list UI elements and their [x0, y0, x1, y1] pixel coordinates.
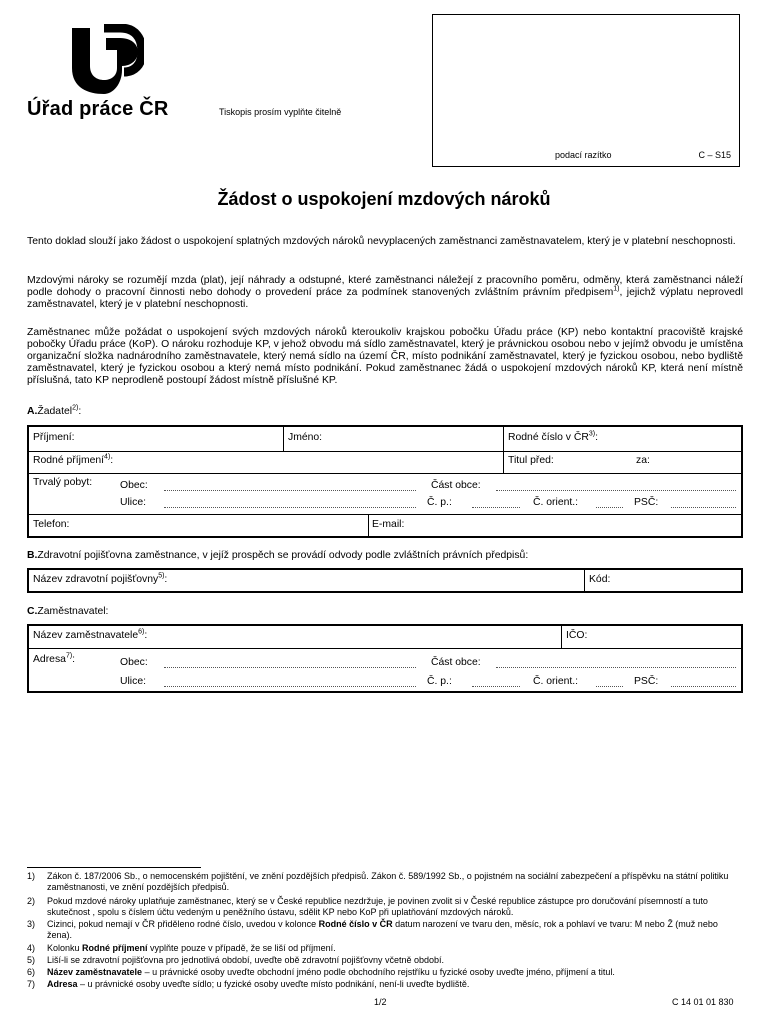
- insurer-name-field[interactable]: [189, 571, 579, 590]
- house-number-field[interactable]: [472, 507, 520, 508]
- footnote-4: 4) Kolonku Rodné příjmení vyplňte pouze v případě, že se liší od příjmení.: [27, 943, 336, 953]
- employer-address-label: Adresa$^{7)}$:: [33, 652, 76, 665]
- employer-name-label: Název zaměstnavatele$^{6)}$:: [33, 628, 148, 641]
- fill-hint: Tiskopis prosím vyplňte čitelně: [219, 107, 342, 117]
- footnote-7: 7) Adresa – u právnické osoby uveďte sídlo; u fyzické osoby uveďte místo podnikání, není-li uveďte bydliště.: [27, 979, 470, 989]
- page-number: 1/2: [374, 997, 387, 1007]
- section-b-heading: B.Zdravotní pojišťovna zaměstnance, v jejíž prospěch se provádí odvody podle zvláštních právních předpisů:: [27, 550, 529, 561]
- employer-street-field[interactable]: [164, 686, 416, 687]
- email-label: E-mail:: [372, 519, 405, 530]
- title-before-field[interactable]: [564, 452, 634, 472]
- employer-municipality-part-field[interactable]: [496, 667, 736, 668]
- insurer-code-field[interactable]: [614, 571, 738, 590]
- stamp-box: [432, 14, 740, 167]
- employer-postal-code-label: PSČ:: [634, 676, 659, 687]
- urad-prace-logo: [64, 24, 144, 96]
- birth-surname-field[interactable]: [129, 452, 499, 472]
- organization-name: Úřad práce ČR: [27, 98, 169, 120]
- employer-name-field[interactable]: [169, 627, 557, 646]
- municipality-field[interactable]: [164, 490, 416, 491]
- insurer-code-label: Kód:: [589, 574, 611, 585]
- surname-field[interactable]: [104, 429, 279, 449]
- insurer-form: [27, 568, 743, 593]
- employer-house-number-label: Č. p.:: [427, 676, 452, 687]
- page-title: Žádost o uspokojení mzdových nároků: [217, 189, 551, 209]
- street-field[interactable]: [164, 507, 416, 508]
- surname-label: Příjmení:: [33, 432, 75, 443]
- municipality-label: Obec:: [120, 480, 148, 491]
- phone-label: Telefon:: [33, 519, 70, 530]
- title-before-label: Titul před:: [508, 455, 554, 466]
- stamp-code: C – S15: [698, 150, 731, 160]
- street-label: Ulice:: [120, 497, 146, 508]
- section-c-heading: C.Zaměstnavatel:: [27, 606, 109, 617]
- footnote-2: 2) Pokud mzdové nároky uplatňuje zaměstnanec, který se v České republice nezdržuje, je povinen zvolit si v České republice zástupce pro doručování písemností a tuto skutečnost , spolu s číslem účtu vedeným u peněžního ústavu, sdělit KP nebo KoP při uplatňování mzdových nároků.: [27, 896, 708, 917]
- first-name-label: Jméno:: [288, 432, 323, 443]
- employer-orient-number-field[interactable]: [596, 686, 623, 687]
- form-code: C 14 01 01 830: [672, 997, 734, 1007]
- footnote-3: 3) Cizinci, pokud nemají v ČR přiděleno rodné číslo, uvedou v kolonce Rodné číslo v ČR datum narození ve tvaru den, měsíc, rok a pohlaví ve tvaru: M nebo Ž (muž nebo žena).: [27, 919, 718, 940]
- title-after-label: za:: [636, 455, 650, 466]
- applicant-form: [27, 425, 743, 538]
- birth-number-field[interactable]: [614, 429, 738, 449]
- employer-house-number-field[interactable]: [472, 686, 520, 687]
- birth-surname-label: Rodné příjmení$^{4)}$:: [33, 453, 114, 466]
- municipality-part-label: Část obce:: [431, 480, 481, 491]
- employer-orient-number-label: Č. orient.:: [533, 676, 579, 687]
- footnote-6: 6) Název zaměstnavatele – u právnické osoby uveďte obchodní jméno podle obchodního rejstříku u fyzické osoby uveďte jméno, příjmení a titul.: [27, 967, 615, 977]
- employer-municipality-part-label: Část obce:: [431, 657, 481, 668]
- stamp-label: podací razítko: [555, 150, 612, 160]
- employer-municipality-label: Obec:: [120, 657, 148, 668]
- ico-label: IČO:: [566, 630, 588, 641]
- permanent-address-label: Trvalý pobyt:: [33, 477, 93, 488]
- orient-number-label: Č. orient.:: [533, 497, 579, 508]
- municipality-part-field[interactable]: [496, 490, 736, 491]
- intro-paragraph-1: Tento doklad slouží jako žádost o uspokojení splatných mzdových nároků nevyplacených zaměstnanci zaměstnavatelem, který je v platební neschopnosti.: [27, 236, 736, 247]
- insurer-name-label: Název zdravotní pojišťovny$^{5)}$:: [33, 572, 168, 585]
- employer-form: [27, 624, 743, 693]
- intro-paragraph-2: Mzdovými nároky se rozumějí mzda (plat), její náhrady a odstupné, které zaměstnanci náležejí z pracovního poměru, odměny, která zaměstnanci náleží podle dohody o pracovní činnosti nebo dohody o provedení práce za podmínek stanovených zvláštním právním předpisem$^{1)}$, jejichž výplatu neprovedl zaměstnavatel, který je v platební neschopnosti.: [27, 275, 744, 310]
- ico-field[interactable]: [594, 627, 738, 646]
- birth-number-label: Rodné číslo v ČR$^{3)}$:: [508, 430, 598, 443]
- employer-street-label: Ulice:: [120, 676, 146, 687]
- postal-code-label: PSČ:: [634, 497, 659, 508]
- postal-code-field[interactable]: [671, 507, 736, 508]
- section-a-heading: A.Žadatel$^{2)}$:: [27, 404, 82, 417]
- email-field[interactable]: [414, 516, 738, 535]
- phone-field[interactable]: [79, 516, 364, 535]
- first-name-field[interactable]: [329, 429, 499, 449]
- footnote-5: 5) Liší-li se zdravotní pojišťovna pro jednotlivá období, uveďte obě zdravotní pojišťovny včetně období.: [27, 955, 445, 965]
- employer-postal-code-field[interactable]: [671, 686, 736, 687]
- house-number-label: Č. p.:: [427, 497, 452, 508]
- intro-paragraph-3: Zaměstnanec může požádat o uspokojení svých mzdových nároků kteroukoliv krajskou pobočku Úřadu práce (KP) nebo kontaktní pracoviště krajské pobočky Úřadu práce (KoP). O nároku rozhoduje KP, v jehož obvodu má sídlo zaměstnavatel, který je právnickou osobou nebo v jejímž obvodu je umístěna organizační složka nadnárodního zaměstnavatele, který nemá sídlo na území ČR, místo podnikání zaměstnavatel, který je fyzickou osobou, nebo bydliště zaměstnavatel, který je fyzickou osobou a který nemá místo podnikání. Pokud zaměstnanec žádá o uspokojení mzdových nároků KP, která není místně příslušná, tato KP neprodleně postoupí žádost místně příslušné KP.: [27, 327, 743, 386]
- title-after-field[interactable]: [654, 452, 738, 472]
- employer-municipality-field[interactable]: [164, 667, 416, 668]
- orient-number-field[interactable]: [596, 507, 623, 508]
- footnote-1: 1) Zákon č. 187/2006 Sb., o nemocenském pojištění, ve znění pozdějších předpisů. Zákon č. 589/1992 Sb., o pojistném na sociální zabezpečení a příspěvku na státní politiku zaměstnanosti, ve znění pozdějších předpisů.: [27, 871, 729, 892]
- footnote-rule: [27, 867, 201, 868]
